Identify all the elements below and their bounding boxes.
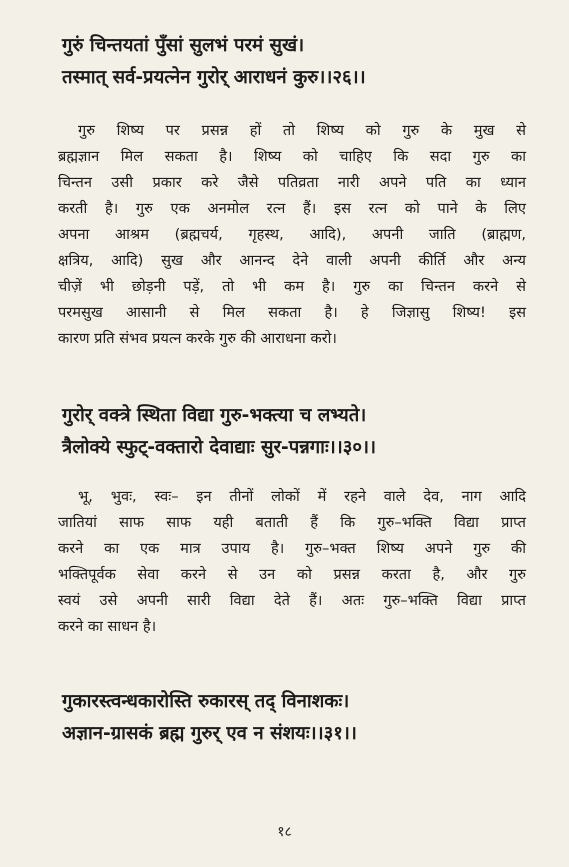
verse-line: गुरुं चिन्तयतां पुँसां सुलभं परमं सुखं। — [62, 35, 305, 56]
prose-line: ब्रह्मज्ञान मिल सकता है। शिष्य को चाहिए कि सदा गुरु का — [58, 148, 526, 165]
commentary-paragraph — [58, 118, 526, 352]
page-number: १८ — [277, 824, 292, 840]
prose-line: चिन्तन उसी प्रकार करे जैसे पतिव्रता नारी अपने पति का ध्यान — [58, 174, 526, 191]
verse-30 — [62, 400, 376, 464]
prose-line: परमसुख आसानी से मिल सकता है। हे जिज्ञासु शिष्य! इस — [58, 304, 526, 321]
verse-line: त्रैलोक्ये स्फुट्-वक्तारो देवाद्याः सुर-पन्नगाः।।३०।। — [62, 437, 376, 458]
prose-line: करती है। गुरु एक अनमोल रत्न हैं। इस रत्न को पाने के लिए — [58, 200, 526, 217]
prose-line: कारण प्रति संभव प्रयत्न करके गुरु की आराधना करो। — [58, 330, 337, 347]
verse-31 — [62, 686, 357, 750]
verse-line: गुकारस्त्वन्धकारोस्ति रुकारस् तद् विनाशकः। — [62, 691, 350, 712]
prose-line: गुरु शिष्य पर प्रसन्न हों तो शिष्य को गुरु के मुख से — [78, 122, 526, 139]
prose-line: भक्तिपूर्वक सेवा करने से उन को प्रसन्न करता है, और गुरु — [58, 566, 526, 583]
prose-line: करने का साधन है। — [58, 618, 157, 635]
prose-line: क्षत्रिय, आदि) सुख और आनन्द देने वाली अपनी कीर्ति और अन्य — [58, 252, 526, 269]
prose-line: अपना आश्रम (ब्रह्मचर्य, गृहस्थ, आदि), अपनी जाति (ब्राह्मण, — [58, 226, 526, 243]
prose-line: स्वयं उसे अपनी सारी विद्या देते हैं। अतः गुरु–भक्ति विद्या प्राप्त — [58, 592, 526, 609]
prose-line: जातियां साफ साफ यही बताती हैं कि गुरु–भक्ति विद्या प्राप्त — [58, 514, 526, 531]
prose-line: करने का एक मात्र उपाय है। गुरु–भक्त शिष्य अपने गुरु की — [58, 540, 526, 557]
verse-line: गुरोर् वक्त्रे स्थिता विद्या गुरु-भक्त्या च लभ्यते। — [62, 405, 367, 426]
verse-line: तस्मात् सर्व-प्रयत्नेन गुरोर् आराधनं कुरु।।२६।। — [62, 67, 366, 88]
verse-28 — [62, 30, 366, 94]
verse-line: अज्ञान-ग्रासकं ब्रह्म गुरुर् एव न संशयः।।३१।। — [62, 723, 357, 744]
prose-line: चीज़ें भी छोड़नी पड़ें, तो भी कम है। गुरु का चिन्तन करने से — [58, 278, 526, 295]
commentary-paragraph — [58, 484, 526, 640]
prose-line: भू, भुवः, स्वः– इन तीनों लोकों में रहने वाले देव, नाग आदि — [78, 488, 526, 505]
